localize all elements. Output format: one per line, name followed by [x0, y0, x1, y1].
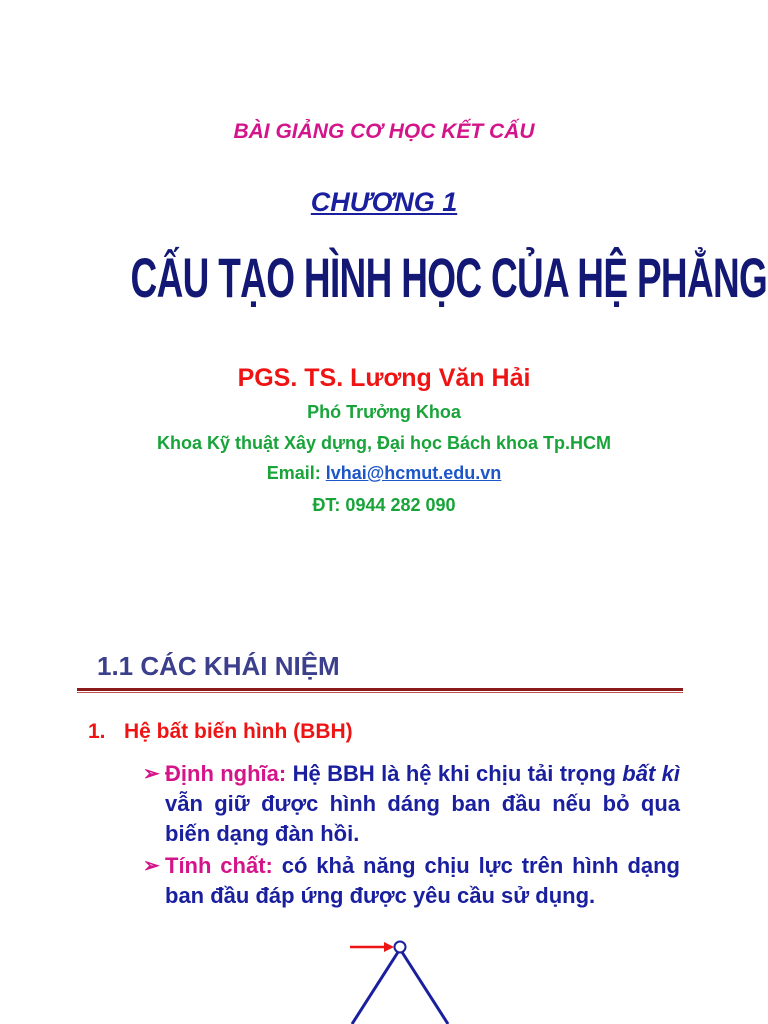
definition-bullet: [143, 759, 680, 849]
numbered-item: [88, 720, 353, 744]
author-phone: ĐT: 0944 282 090: [312, 495, 456, 515]
author-position: Phó Trưởng Khoa: [307, 402, 461, 422]
truss-right-member: [400, 949, 448, 1024]
property-text: có khả năng chịu lực trên hình dạng ban đầu đáp ứng được yêu cầu sử dụng.: [165, 853, 680, 908]
author-faculty: Khoa Kỹ thuật Xây dựng, Đại học Bách khoa Tp.HCM: [156, 433, 612, 453]
bullet-arrow-icon: ➢: [143, 763, 160, 785]
property-label: Tính chất:: [165, 853, 273, 878]
definition-text-2: vẫn giữ được hình dáng ban đầu nếu bỏ qua biến dạng đàn hồi.: [165, 791, 680, 846]
chapter-label: CHƯƠNG 1: [310, 187, 458, 217]
course-title: BÀI GIẢNG CƠ HỌC KẾT CẤU: [233, 120, 535, 143]
truss-left-member: [352, 949, 400, 1024]
definition-label: Định nghĩa:: [165, 761, 287, 786]
section-divider: [77, 688, 683, 691]
load-arrow-icon: [384, 942, 394, 952]
definition-text-1: Hệ BBH là hệ khi chịu tải trọng: [286, 761, 623, 786]
email-link[interactable]: lvhai@hcmut.edu.vn: [325, 463, 502, 483]
section-heading: 1.1 CÁC KHÁI NIỆM: [97, 651, 340, 681]
section-divider-thin: [77, 692, 683, 693]
bullet-arrow-icon: ➢: [143, 855, 160, 877]
item-title: Hệ bất biến hình (BBH): [124, 720, 353, 743]
item-number: 1.: [88, 720, 106, 743]
hinge-joint-icon: [395, 942, 406, 953]
email-label: Email:: [266, 463, 326, 483]
truss-diagram: [330, 935, 480, 1024]
email-line: [0, 463, 768, 484]
property-bullet: [143, 851, 680, 911]
chapter-title: CẤU TẠO HÌNH HỌC CỦA HỆ PHẲNG: [130, 246, 768, 309]
author-name: PGS. TS. Lương Văn Hải: [237, 364, 531, 392]
definition-emphasis: bất kì: [622, 761, 680, 786]
